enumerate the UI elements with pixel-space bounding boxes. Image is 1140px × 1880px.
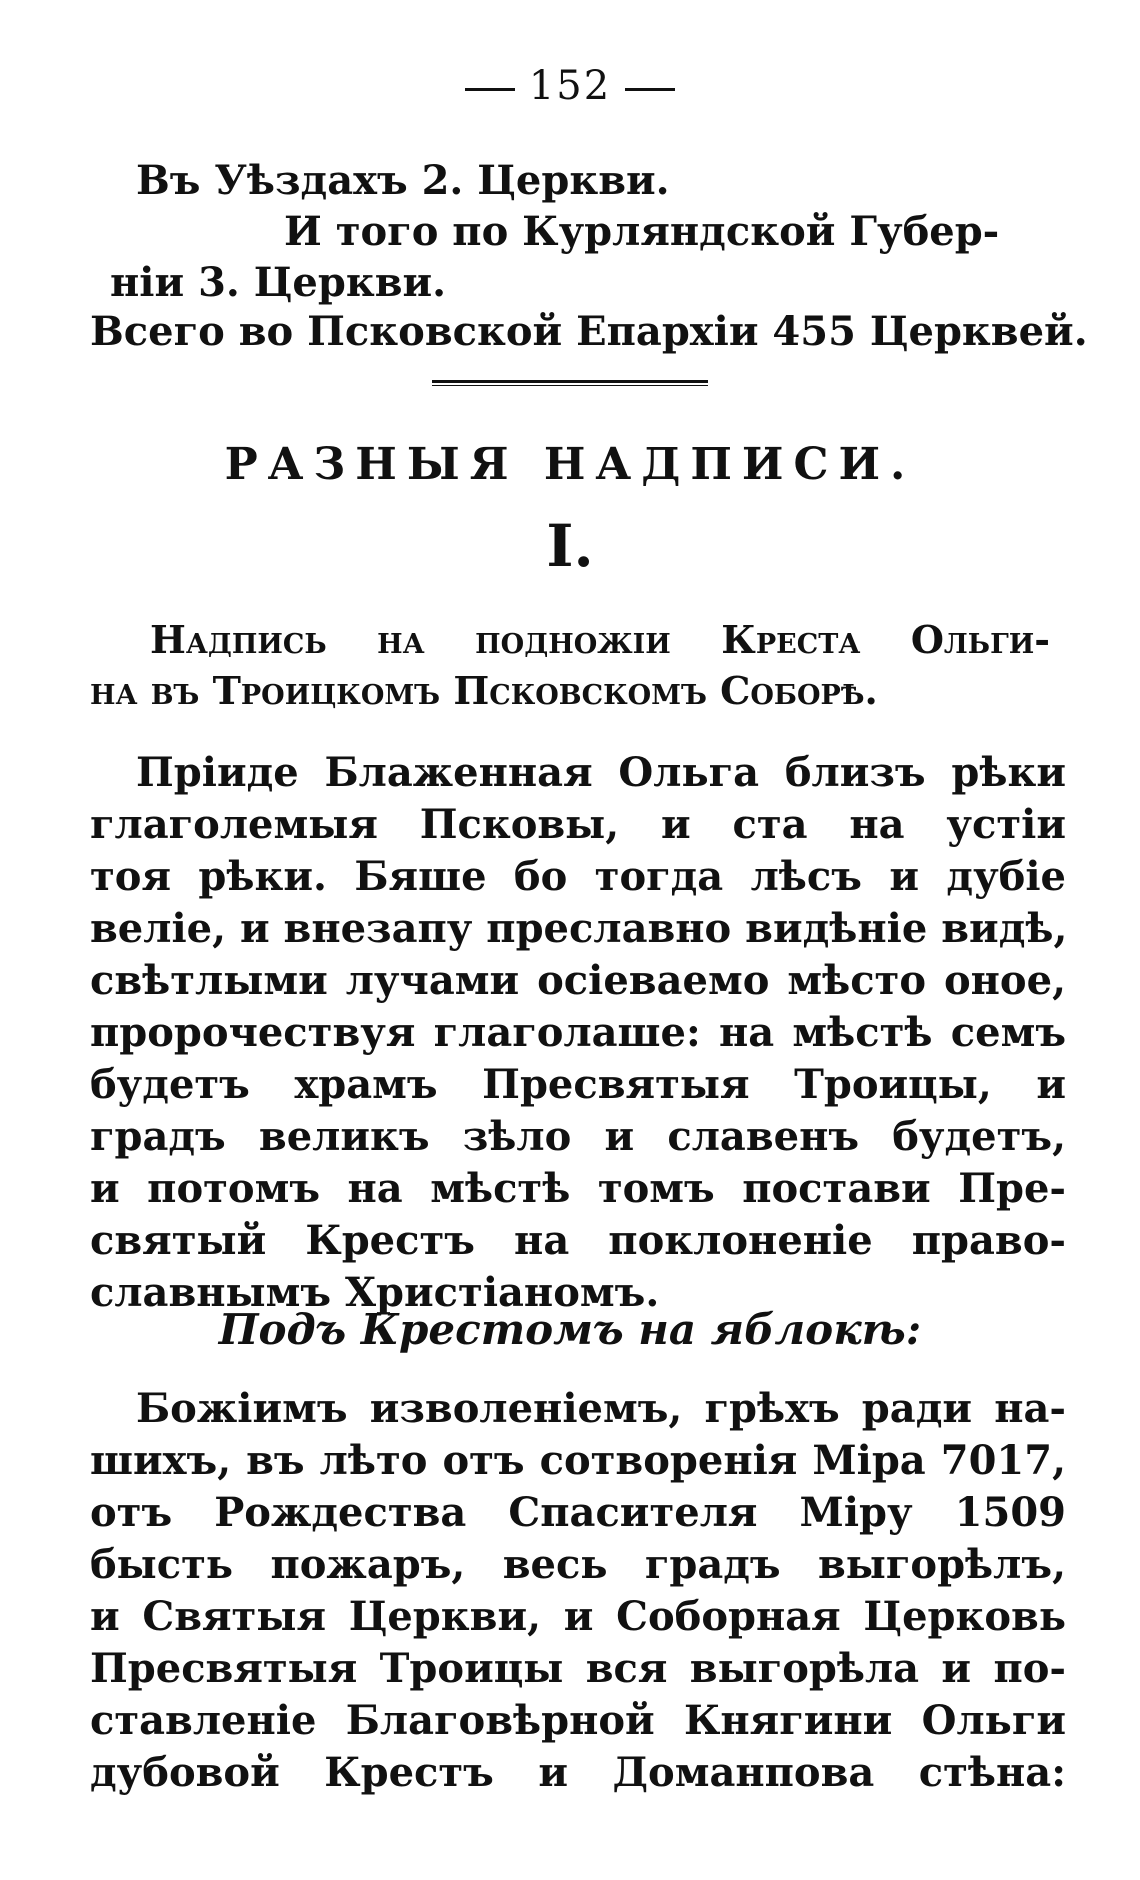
section-heading: РАЗНЫЯ НАДПИСИ. — [224, 439, 916, 490]
caption-line-2: на въ Троицкомъ Псковскомъ Соборѣ. — [90, 668, 878, 713]
paragraph-line: отъ Рождества Спасителя Міру 1509 — [90, 1489, 1066, 1536]
paragraph-line: тоя рѣки. Бяше бо тогда лѣсъ и дубіе — [90, 853, 1066, 900]
left-dash — [465, 88, 515, 91]
paragraph-line: святый Крестъ на поклоненіе право- — [90, 1217, 1066, 1264]
paragraph-line: дубовой Крестъ и Доманпова стѣна: — [90, 1749, 1066, 1796]
paragraph-line: Божіимъ изволеніемъ, грѣхъ ради на- — [136, 1385, 1066, 1432]
paragraph-line: веліе, и внезапу преславно видѣніе видѣ, — [90, 905, 1068, 952]
page-number: 152 — [528, 63, 612, 109]
paragraph-line: свѣтлыми лучами осіеваемо мѣсто оное, — [90, 957, 1066, 1004]
intro-line-1: Въ Уѣздахъ 2. Церкви. — [136, 157, 670, 204]
intro-line-2: И того по Курляндской Губер- — [284, 208, 1000, 255]
intro-line-3: ніи 3. Церкви. — [110, 259, 447, 306]
section-number: I. — [546, 512, 594, 580]
paragraph-line: шихъ, въ лѣто отъ сотворенія Міра 7017, — [90, 1437, 1066, 1484]
paragraph-line: пророчествуя глаголаше: на мѣстѣ семъ — [90, 1009, 1066, 1056]
paragraph-line: градъ великъ зѣло и славенъ будетъ, — [90, 1113, 1066, 1160]
paragraph-line: ставленіе Благовѣрной Княгини Ольги — [90, 1697, 1066, 1744]
paragraph-line: и потомъ на мѣстѣ томъ постави Пре- — [90, 1165, 1066, 1212]
paragraph-line: и Святыя Церкви, и Соборная Церковь — [90, 1593, 1066, 1640]
paragraph-line: славнымъ Христіаномъ. — [90, 1269, 660, 1316]
paragraph-line: бысть пожаръ, весь градъ выгорѣлъ, — [90, 1541, 1066, 1588]
paragraph-line: глаголемыя Псковы, и ста на устіи — [90, 801, 1066, 848]
page-number-line — [0, 62, 1140, 110]
caption-line-1: Надпись на подножіи Креста Ольги- — [150, 617, 1050, 662]
right-dash — [625, 88, 675, 91]
paragraph-line: Пріиде Блаженная Ольга близъ рѣки — [136, 749, 1066, 796]
subheading: Подъ Крестомъ на яблокѣ: — [218, 1305, 922, 1354]
section-divider-rule — [432, 380, 708, 386]
intro-line-4: Всего во Псковской Епархіи 455 Церквей. — [90, 308, 1088, 355]
paragraph-line: Пресвятыя Троицы вся выгорѣла и по- — [90, 1645, 1066, 1692]
paragraph-line: будетъ храмъ Пресвятыя Троицы, и — [90, 1061, 1066, 1108]
